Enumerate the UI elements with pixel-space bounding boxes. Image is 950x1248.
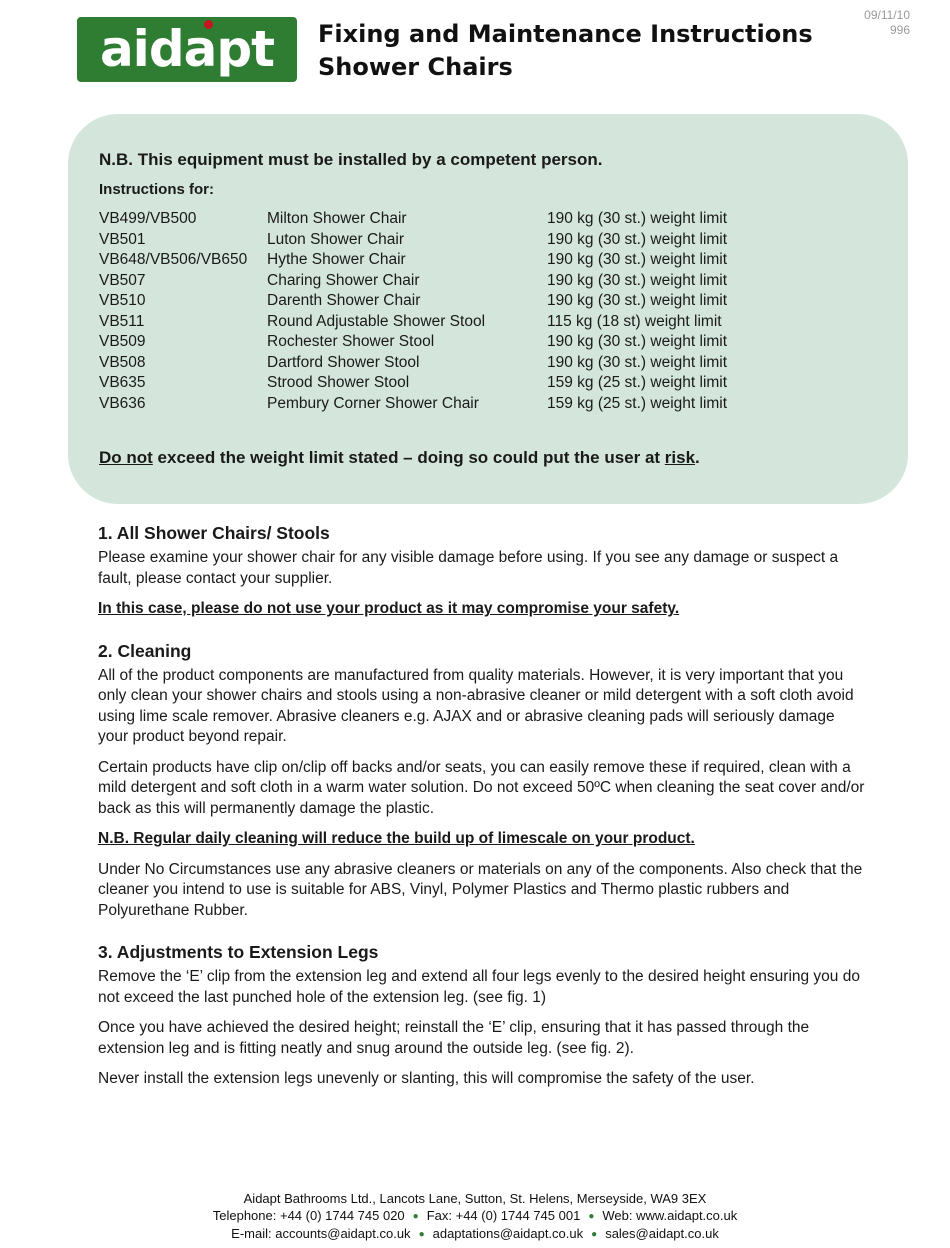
warning-text: exceed the weight limit stated – doing so could put the user at (152, 448, 665, 467)
warning-do-not: Do not (99, 448, 153, 467)
document-code: 996 (889, 23, 910, 37)
product-name: Hythe Shower Chair (267, 251, 406, 268)
section-paragraph: Remove the ‘E’ clip from the extension leg and extend all four legs evenly to the desired height ensuring you do not exceed the last punched hole of the extension leg. (see fig. 1) (98, 968, 860, 1006)
product-name: Rochester Shower Stool (267, 333, 435, 350)
product-code: VB509 (99, 333, 146, 350)
footer-address: Aidapt Bathrooms Ltd., Lancots Lane, Sutton, St. Helens, Merseyside, WA9 3EX (243, 1191, 707, 1206)
product-row (99, 230, 888, 251)
product-code: VB648/VB506/VB650 (99, 251, 248, 268)
product-code: VB511 (99, 312, 145, 330)
aidapt-logo (77, 17, 297, 82)
section-extension-legs (98, 941, 868, 1090)
product-name: Round Adjustable Shower Stool (267, 312, 486, 330)
product-code: VB501 (99, 230, 146, 248)
section-heading: 1. All Shower Chairs/ Stools (98, 523, 330, 543)
product-weight-limit: 190 kg (30 st.) weight limit (547, 251, 728, 268)
section-shower-chairs (98, 522, 868, 620)
title-line-2: Shower Chairs (318, 53, 513, 81)
footer (0, 1190, 950, 1243)
footer-web: Web: www.aidapt.co.uk (602, 1208, 738, 1223)
footer-fax: Fax: +44 (0) 1744 745 001 (426, 1208, 581, 1223)
page-title (318, 18, 813, 84)
title-line-1: Fixing and Maintenance Instructions (318, 20, 813, 48)
safety-note: In this case, please do not use your product as it may compromise your safety. (98, 600, 680, 617)
product-weight-limit: 190 kg (30 st.) weight limit (547, 333, 728, 350)
product-name: Darenth Shower Chair (267, 292, 421, 309)
product-code: VB507 (99, 271, 146, 289)
warning-risk: risk (664, 448, 696, 467)
footer-contact-line (0, 1207, 950, 1225)
footer-email-adaptations: adaptations@aidapt.co.uk (432, 1226, 584, 1241)
section-paragraph: Please examine your shower chair for any visible damage before using. If you see any damage or suspect a fault, please contact your supplier. (98, 549, 839, 587)
product-name: Dartford Shower Stool (267, 353, 420, 371)
section-heading: 3. Adjustments to Extension Legs (98, 942, 379, 962)
product-weight-limit: 190 kg (30 st.) weight limit (547, 353, 728, 371)
warning-end: . (695, 448, 700, 467)
product-weight-limit: 159 kg (25 st.) weight limit (547, 374, 728, 391)
product-code: VB508 (99, 353, 146, 371)
product-row (99, 394, 888, 415)
product-code: VB499/VB500 (99, 210, 197, 227)
section-paragraph: Certain products have clip on/clip off backs and/or seats, you can easily remove these if required, clean with a mild detergent and soft cloth in a warm water solution. Do not exceed 50ºC when cleaning the seat cover and/or back as this will permanently damage the plastic. (98, 758, 865, 817)
product-weight-limit: 115 kg (18 st) weight limit (547, 312, 722, 330)
product-code: VB510 (99, 292, 146, 309)
section-paragraph: Once you have achieved the desired height; reinstall the ‘E’ clip, ensuring that it has passed through the extension leg and is fitting neatly and snug around the outside leg. (see fig. 2). (98, 1019, 810, 1057)
document-date: 09/11/10 (864, 8, 910, 22)
bullet-icon: ● (418, 1229, 425, 1240)
limescale-note: N.B. Regular daily cleaning will reduce the build up of limescale on your product. (98, 830, 695, 847)
bullet-icon: ● (588, 1211, 595, 1222)
product-row (99, 250, 888, 271)
section-paragraph: Under No Circumstances use any abrasive cleaners or materials on any of the components. Also check that the cleaner you intend to use is suitable for ABS, Vinyl, Polymer Plastics and Thermo plastic rubbers and Polyurethane Rubber. (98, 860, 863, 919)
product-name: Pembury Corner Shower Chair (267, 394, 479, 412)
logo-text: aidapt (99, 20, 275, 78)
product-name: Strood Shower Stool (267, 374, 410, 391)
product-row (99, 373, 888, 394)
product-row (99, 271, 888, 292)
product-weight-limit: 190 kg (30 st.) weight limit (547, 210, 728, 227)
product-name: Luton Shower Chair (267, 230, 404, 248)
product-row (99, 312, 888, 333)
safety-notice-panel (68, 114, 908, 504)
document-meta (864, 8, 910, 38)
section-paragraph: Never install the extension legs unevenly or slanting, this will compromise the safety of the user. (98, 1070, 755, 1087)
footer-telephone: Telephone: +44 (0) 1744 745 020 (212, 1208, 405, 1223)
product-weight-limit: 190 kg (30 st.) weight limit (547, 230, 728, 248)
instructions-for-label: Instructions for: (99, 181, 214, 198)
product-code: VB635 (99, 374, 146, 391)
footer-email-accounts: E-mail: accounts@aidapt.co.uk (231, 1226, 411, 1241)
product-row (99, 209, 888, 230)
instructions-body (98, 522, 868, 1110)
section-heading: 2. Cleaning (98, 640, 192, 661)
product-code: VB636 (99, 394, 146, 412)
footer-email-sales: sales@aidapt.co.uk (605, 1226, 719, 1241)
bullet-icon: ● (412, 1211, 419, 1222)
footer-email-line (0, 1225, 950, 1243)
bullet-icon: ● (591, 1229, 598, 1240)
product-row (99, 353, 888, 374)
product-row (99, 332, 888, 353)
product-list (99, 209, 888, 414)
product-name: Milton Shower Chair (267, 210, 407, 227)
section-cleaning (98, 640, 868, 922)
competent-person-notice: N.B. This equipment must be installed by a competent person. (99, 150, 603, 169)
product-row (99, 291, 888, 312)
weight-limit-warning (99, 447, 888, 469)
product-name: Charing Shower Chair (267, 271, 420, 289)
section-paragraph: All of the product components are manufactured from quality materials. However, it is very important that you only clean your shower chairs and stools using a non-abrasive cleaner or mild detergent with a soft cloth avoid using lime scale remover. Abrasive cleaners e.g. AJAX and or abrasive cleaning pads will seriously damage your product beyond repair. (98, 666, 854, 745)
product-weight-limit: 159 kg (25 st.) weight limit (547, 394, 728, 412)
product-weight-limit: 190 kg (30 st.) weight limit (547, 292, 728, 309)
product-weight-limit: 190 kg (30 st.) weight limit (547, 271, 728, 289)
